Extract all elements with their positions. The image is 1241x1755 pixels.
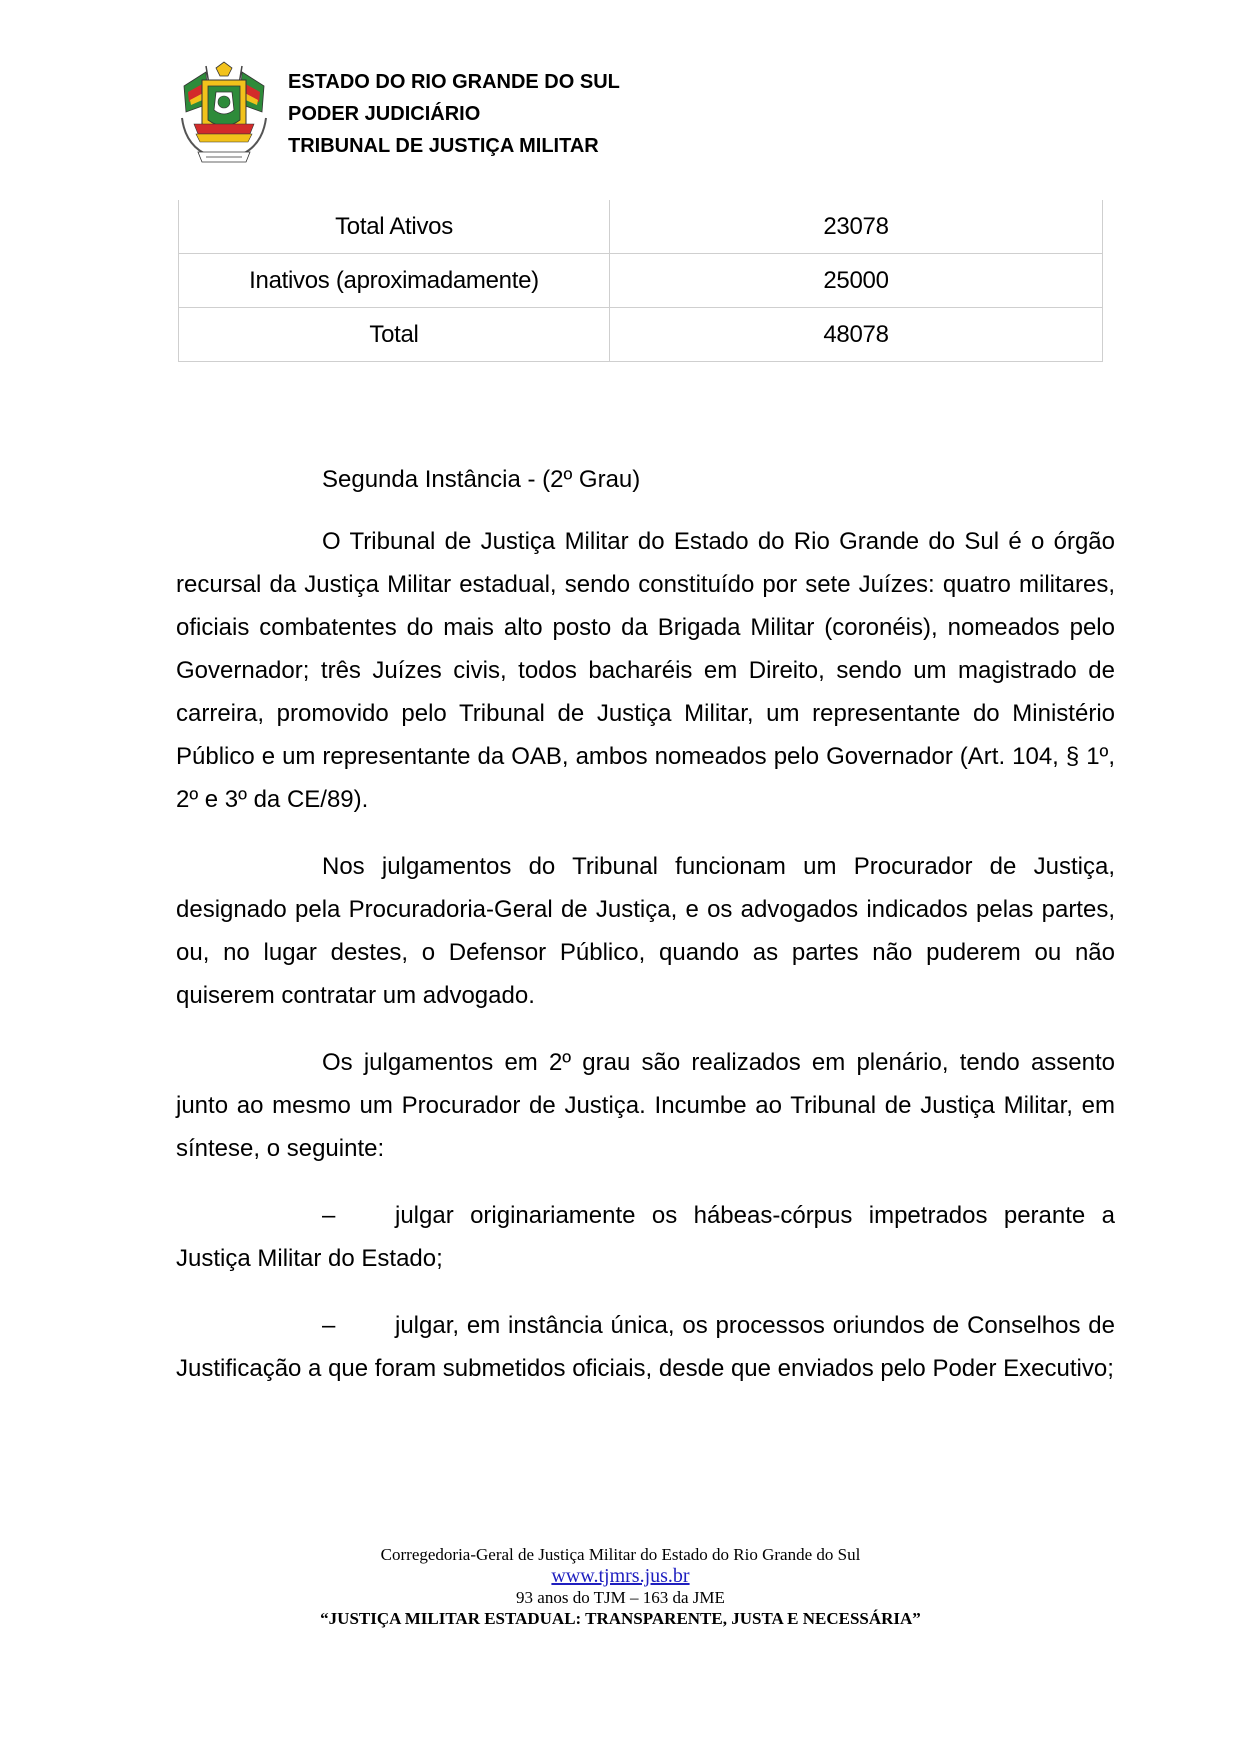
institution-header [288,66,620,162]
footer-website-link[interactable]: www.tjmrs.jus.br [551,1565,690,1587]
body-paragraph: Os julgamentos em 2º grau são realizados em plenário, tendo assento junto ao mesmo um Procurador de Justiça. Incumbe ao Tribunal de Justiça Militar, em síntese, o seguinte: [176,1049,1115,1162]
table-cell-label: Inativos (aproximadamente) [179,254,610,308]
table-cell-value: 48078 [610,308,1103,362]
list-dash: – [322,1312,336,1339]
table-row [179,200,1103,254]
page-footer [0,1544,1241,1629]
table-cell-value: 23078 [610,200,1103,254]
section-heading: Segunda Instância - (2º Grau) [322,466,641,493]
header-power: PODER JUDICIÁRIO [288,103,481,125]
list-dash: – [322,1202,336,1229]
table-row [179,308,1103,362]
header-state: ESTADO DO RIO GRANDE DO SUL [288,71,620,93]
table-cell-label: Total Ativos [179,200,610,254]
footer-motto: “JUSTIÇA MILITAR ESTADUAL: TRANSPARENTE, JUSTA E NECESSÁRIA” [320,1609,921,1628]
body-paragraph: Nos julgamentos do Tribunal funcionam um Procurador de Justiça, designado pela Procuradoria-Geral de Justiça, e os advogados indicados pelas partes, ou, no lugar destes, o Defensor Público, quando as partes não puderem ou não quiserem contratar um advogado. [176,853,1115,1009]
list-item [176,1194,1115,1280]
footer-anniversary: 93 anos do TJM – 163 da JME [516,1588,725,1607]
document-body [176,458,1115,1414]
table-row [179,254,1103,308]
list-item [176,1304,1115,1390]
table-cell-value: 25000 [610,254,1103,308]
body-paragraph: O Tribunal de Justiça Militar do Estado do Rio Grande do Sul é o órgão recursal da Justiça Militar estadual, sendo constituído por sete Juízes: quatro militares, oficiais combatentes do mais alto posto da Brigada Militar (coronéis), nomeados pelo Governador; três Juízes civis, todos bacharéis em Direito, sendo um magistrado de carreira, promovido pelo Tribunal de Justiça Militar, um representante do Ministério Público e um representante da OAB, ambos nomeados pelo Governador (Art. 104, § 1º, 2º e 3º da CE/89). [176,528,1115,813]
list-item-text: julgar originariamente os hábeas-córpus impetrados perante a Justiça Militar do Estado; [176,1202,1115,1272]
header-court: TRIBUNAL DE JUSTIÇA MILITAR [288,135,599,157]
footer-office: Corregedoria-Geral de Justiça Militar do Estado do Rio Grande do Sul [380,1545,861,1564]
table-cell-label: Total [179,308,610,362]
state-coat-of-arms-icon [176,60,272,172]
list-item-text: julgar, em instância única, os processos oriundos de Conselhos de Justificação a que foram submetidos oficiais, desde que enviados pelo Poder Executivo; [176,1312,1115,1382]
personnel-totals-table [178,200,1103,362]
